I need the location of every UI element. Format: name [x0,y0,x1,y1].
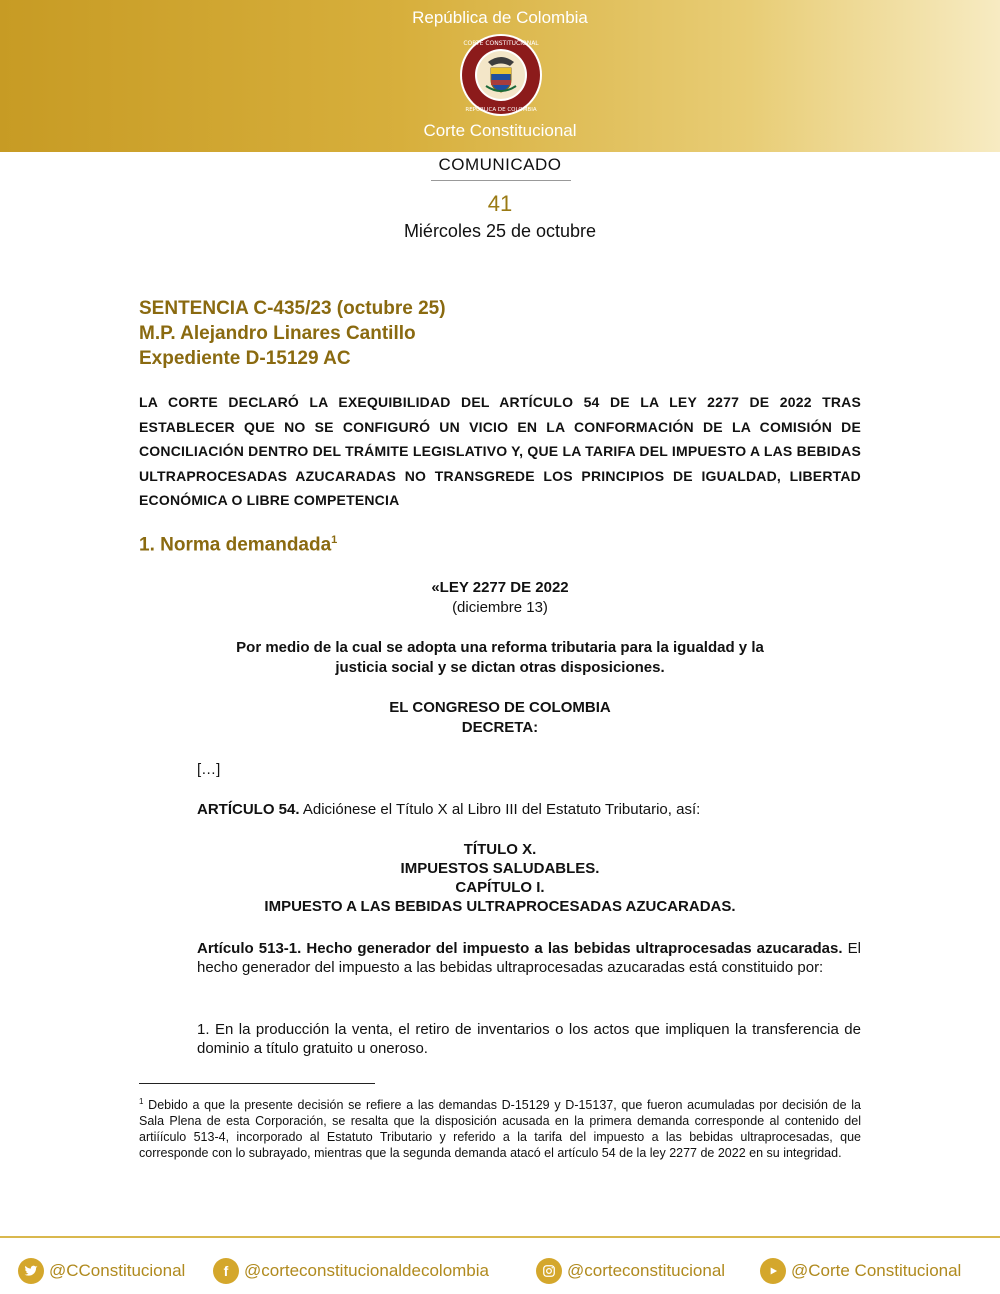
law-purpose-line1: Por medio de la cual se adopta una reforma tributaria para la igualdad y la [236,639,764,656]
article-513-1-text: El hecho generador del impuesto a las bebidas ultraprocesadas azucaradas está constituido por: [197,940,861,976]
article-54-paragraph [197,800,861,819]
court-seal-logo [458,32,544,118]
instagram-handle: @corteconstitucional [567,1261,726,1280]
sentencia-magistrate: M.P. Alejandro Linares Cantillo [139,323,416,344]
comunicado-date: Miércoles 25 de octubre [403,221,597,241]
footer-divider [0,1236,1000,1238]
footnote-number: 1 [139,1097,144,1106]
youtube-handle: @Corte Constitucional [791,1261,962,1280]
footnote [139,1094,861,1161]
instagram-icon [536,1258,562,1284]
twitter-handle: @CConstitucional [49,1261,186,1280]
facebook-handle: @corteconstitucionaldecolombia [244,1261,489,1280]
twitter-icon [18,1258,44,1284]
comunicado-divider [431,180,571,181]
comunicado-number: 41 [487,191,513,216]
facebook-link[interactable] [213,1256,489,1286]
header-country: República de Colombia [412,8,588,27]
capitulo-title: IMPUESTO A LAS BEBIDAS ULTRAPROCESADAS AZUCARADAS. [264,898,736,915]
law-purpose-line2: justicia social y se dictan otras disposiciones. [335,659,665,676]
article-513-1-paragraph [197,939,861,977]
footnote-text: Debido a que la presente decisión se refiere a las demandas D-15129 y D-15137, que fueron acumuladas por decisión de la Sala Plena de esta Corporación, se resalta que la disposición acusada en la primera demanda corresponde al contenido del artiíículo 513-4, incorporado al Estatuto Tributario y referido a la tarifa del impuesto a las bebidas ultraprocesadas, que corresponde con lo subrayado, mientras que la segunda demanda atacó el artículo 54 de la ley 2277 de 2022 en su integridad. [139,1098,861,1161]
article-54-text: Adiciónese el Título X al Libro III del Estatuto Tributario, así: [299,801,701,818]
svg-text:CORTE CONSTITUCIONAL: CORTE CONSTITUCIONAL [463,40,539,47]
capitulo-heading: CAPÍTULO I. [455,879,545,896]
section-title-text: 1. Norma demandada [139,534,332,556]
youtube-icon [760,1258,786,1284]
twitter-link[interactable] [18,1256,185,1286]
list-item-1: 1. En la producción la venta, el retiro de inventarios o los actos que impliquen la transferencia de dominio a título gratuito u oneroso. [197,1021,861,1057]
decreta-heading: DECRETA: [461,719,539,736]
article-513-1-label: Artículo 513-1. Hecho generador del impuesto a las bebidas ultraprocesadas azucaradas. [197,940,843,957]
article-54-label: ARTÍCULO 54. [197,801,300,818]
header-banner [0,0,1000,152]
sentencia-expediente: Expediente D-15129 AC [139,348,351,369]
sentencia-heading [139,296,446,371]
youtube-link[interactable] [760,1256,961,1286]
footnote-reference: 1 [331,534,338,546]
law-title: «LEY 2277 DE 2022 [431,579,569,596]
impuestos-heading: IMPUESTOS SALUDABLES. [400,860,600,877]
sentencia-number: SENTENCIA C-435/23 (octubre 25) [139,298,446,319]
svg-text:REPÚBLICA DE COLOMBIA: REPÚBLICA DE COLOMBIA [465,107,537,113]
text-ellipsis: […] [197,761,221,778]
header-court-name: Corte Constitucional [423,121,577,140]
congress-heading: EL CONGRESO DE COLOMBIA [389,699,611,716]
titulo-heading: TÍTULO X. [463,841,537,858]
facebook-icon: f [213,1258,239,1284]
decision-summary: LA CORTE DECLARÓ LA EXEQUIBILIDAD DEL ARTÍCULO 54 DE LA LEY 2277 DE 2022 TRAS ESTABLECER QUE NO SE CONFIGURÓ UN VICIO EN LA CONFORMACIÓN DE LA COMISIÓN DE CONCILIACIÓN DENTRO DEL TRÁMITE LEGISLATIVO Y, QUE LA TARIFA DEL IMPUESTO A LAS BEBIDAS ULTRAPROCESADAS AZUCARADAS NO TRANSGREDE LOS PRINCIPIOS DE IGUALDAD, LIBERTAD ECONÓMICA O LIBRE COMPETENCIA [139,394,861,508]
section-title [139,534,337,556]
instagram-link[interactable] [536,1256,725,1286]
footnote-divider [139,1083,375,1084]
comunicado-label: COMUNICADO [438,155,562,174]
law-date: (diciembre 13) [452,599,548,616]
